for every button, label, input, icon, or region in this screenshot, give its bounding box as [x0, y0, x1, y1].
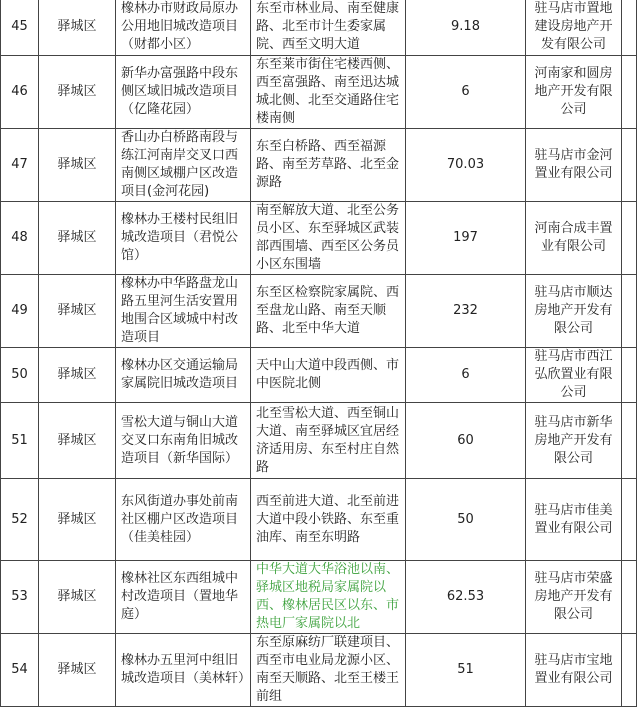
area-cell: 70.03: [406, 129, 526, 202]
area-cell: 62.53: [406, 561, 526, 634]
blank-cell: [622, 275, 637, 348]
range-cell: 东至区检察院家属院、西至盘龙山路、南至天顺路、北至中华大道: [251, 275, 406, 348]
row-number: 46: [1, 56, 39, 129]
row-number: 53: [1, 561, 39, 634]
blank-cell: [622, 561, 637, 634]
row-number: 48: [1, 202, 39, 275]
row-number: 51: [1, 403, 39, 479]
area-cell: 9.18: [406, 0, 526, 56]
developer-cell: 驻马店市置地建设房地产开发有限公司: [526, 0, 622, 56]
district-cell: 驿城区: [39, 275, 116, 348]
district-cell: 驿城区: [39, 403, 116, 479]
blank-cell: [622, 348, 637, 403]
developer-cell: 驻马店市金河置业有限公司: [526, 129, 622, 202]
table-row: [1, 275, 637, 348]
project-name-cell: 橡林社区东西组城中村改造项目（置地华庭）: [116, 561, 251, 634]
area-cell: 60: [406, 403, 526, 479]
table-row: [1, 561, 637, 634]
range-cell: 东至原麻纺厂联建项目、西至市电业局龙源小区、南至天顺路、北至王楼王前组: [251, 634, 406, 707]
row-number: 45: [1, 0, 39, 56]
area-cell: 50: [406, 479, 526, 561]
row-number: 50: [1, 348, 39, 403]
table-row: [1, 634, 637, 707]
table-row: [1, 129, 637, 202]
area-cell: 51: [406, 634, 526, 707]
district-cell: 驿城区: [39, 56, 116, 129]
district-cell: 驿城区: [39, 129, 116, 202]
range-cell: 东至莱市街住宅楼西侧、西至富强路、南至迅达城城北侧、北至交通路住宅楼南侧: [251, 56, 406, 129]
blank-cell: [622, 56, 637, 129]
developer-cell: 驻马店市宝地置业有限公司: [526, 634, 622, 707]
table-row: [1, 0, 637, 56]
range-cell: 东至白桥路、西至福源路、南至芳草路、北至金源路: [251, 129, 406, 202]
district-cell: 驿城区: [39, 634, 116, 707]
range-cell: 西至前进大道、北至前进大道中段小铁路、东至重油库、南至东明路: [251, 479, 406, 561]
district-cell: 驿城区: [39, 348, 116, 403]
project-name-cell: 橡林办市财政局原办公用地旧城改造项目（财都小区）: [116, 0, 251, 56]
blank-cell: [622, 479, 637, 561]
district-cell: 驿城区: [39, 0, 116, 56]
table-row: [1, 202, 637, 275]
range-cell: 南至解放大道、北至公务员小区、东至驿城区武装部西围墙、西至区公务员小区东围墙: [251, 202, 406, 275]
district-cell: 驿城区: [39, 479, 116, 561]
range-cell: 中华大道大华浴池以南、驿城区地税局家属院以西、橡林居民区以东、市热电厂家属院以北: [251, 561, 406, 634]
blank-cell: [622, 403, 637, 479]
area-cell: 6: [406, 56, 526, 129]
project-name-cell: 橡林办中华路盘龙山路五里河生活安置用地围合区域城中村改造项目: [116, 275, 251, 348]
area-cell: 6: [406, 348, 526, 403]
developer-cell: 河南合成丰置业有限公司: [526, 202, 622, 275]
developer-cell: 驻马店市新华房地产开发有限公司: [526, 403, 622, 479]
developer-cell: 驻马店市西江弘欣置业有限公司: [526, 348, 622, 403]
blank-cell: [622, 129, 637, 202]
area-cell: 232: [406, 275, 526, 348]
range-cell: 北至雪松大道、西至铜山大道、南至驿城区宜居经济适用房、东至村庄自然路: [251, 403, 406, 479]
developer-cell: 驻马店市佳美置业有限公司: [526, 479, 622, 561]
table-row: [1, 56, 637, 129]
table-row: [1, 479, 637, 561]
developer-cell: 驻马店市顺达房地产开发有限公司: [526, 275, 622, 348]
row-number: 54: [1, 634, 39, 707]
project-name-cell: 橡林办区交通运输局家属院旧城改造项目: [116, 348, 251, 403]
table-row: [1, 403, 637, 479]
project-name-cell: 雪松大道与铜山大道交叉口东南角旧城改造项目（新华国际）: [116, 403, 251, 479]
row-number: 52: [1, 479, 39, 561]
row-number: 47: [1, 129, 39, 202]
developer-cell: 河南家和圆房地产开发有限公司: [526, 56, 622, 129]
table-row: [1, 348, 637, 403]
project-name-cell: 橡林办五里河中组旧城改造项目（美林轩）: [116, 634, 251, 707]
project-name-cell: 东风街道办事处前南社区棚户区改造项目（佳美桂园）: [116, 479, 251, 561]
project-name-cell: 橡林办王楼村民组旧城改造项目（君悦公馆）: [116, 202, 251, 275]
developer-cell: 驻马店市荣盛房地产开发有限公司: [526, 561, 622, 634]
range-cell: 天中山大道中段西侧、市中医院北侧: [251, 348, 406, 403]
row-number: 49: [1, 275, 39, 348]
district-cell: 驿城区: [39, 202, 116, 275]
blank-cell: [622, 0, 637, 56]
project-name-cell: 香山办白桥路南段与练江河南岸交叉口西南侧区域棚户区改造项目(金河花园): [116, 129, 251, 202]
blank-cell: [622, 634, 637, 707]
district-cell: 驿城区: [39, 561, 116, 634]
range-cell: 东至市林业局、南至健康路、北至市计生委家属院、西至文明大道: [251, 0, 406, 56]
blank-cell: [622, 202, 637, 275]
area-cell: 197: [406, 202, 526, 275]
project-name-cell: 新华办富强路中段东侧区域旧城改造项目（亿隆花园）: [116, 56, 251, 129]
